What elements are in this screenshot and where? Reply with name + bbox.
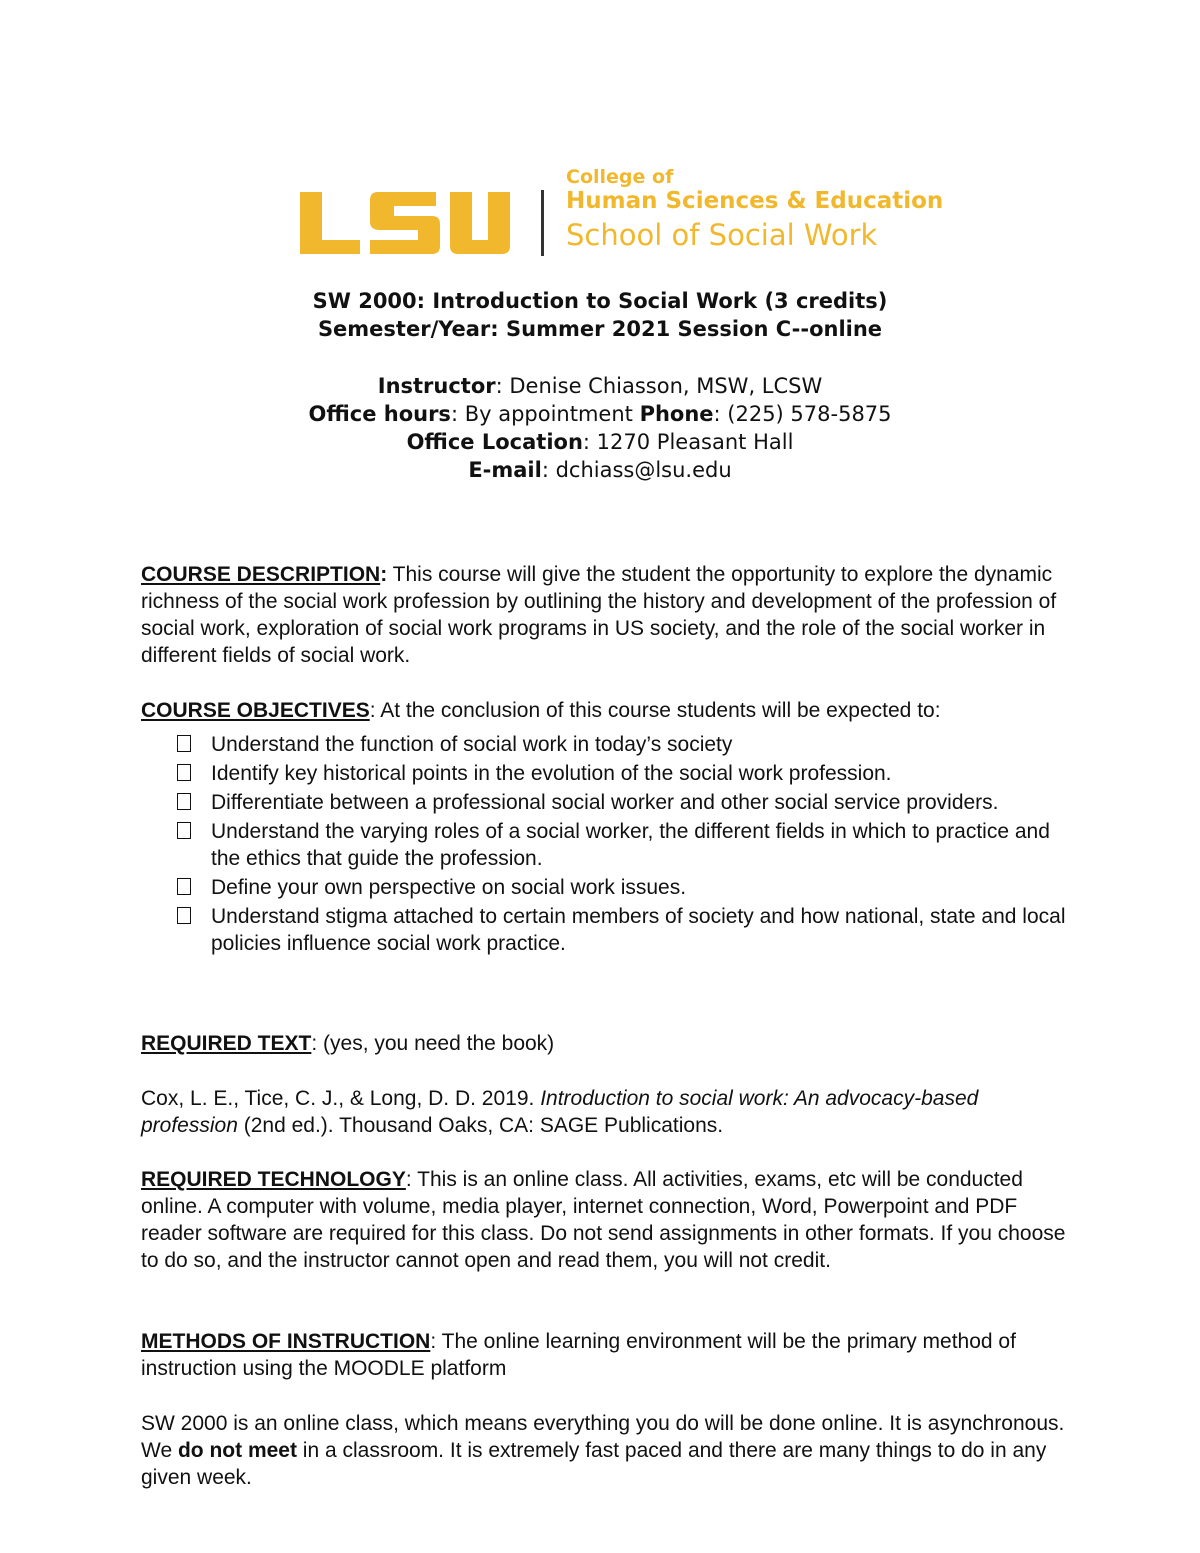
list-item: Understand the varying roles of a social worker, the different fields in which to practice and the ethics that guide the profession. xyxy=(141,818,1066,872)
email-label: E-mail xyxy=(468,458,542,482)
course-objectives-intro xyxy=(141,697,1066,724)
instructor-label: Instructor xyxy=(377,374,496,398)
list-item: Identify key historical points in the evolution of the social work profession. xyxy=(141,760,1066,787)
course-header xyxy=(0,287,1200,343)
bullet-box-icon xyxy=(177,764,191,781)
office-hours-line xyxy=(0,400,1200,428)
logo-divider xyxy=(541,190,544,256)
office-hours-label: Office hours xyxy=(308,402,451,426)
list-item: Understand the function of social work in today’s society xyxy=(141,731,1066,758)
bullet-box-icon xyxy=(177,735,191,752)
online-note-emphasis: do not meet xyxy=(177,1439,297,1462)
office-location-value: : 1270 Pleasant Hall xyxy=(582,430,794,454)
methods-heading: METHODS OF INSTRUCTION xyxy=(141,1330,431,1353)
citation-authors: Cox, L. E., Tice, C. J., & Long, D. D. 2019. xyxy=(141,1087,541,1110)
email-line xyxy=(0,456,1200,484)
textbook-citation xyxy=(141,1085,1066,1139)
office-location-line xyxy=(0,428,1200,456)
citation-publisher: (2nd ed.). Thousand Oaks, CA: SAGE Publications. xyxy=(237,1114,724,1137)
required-text xyxy=(141,1030,1066,1057)
required-text-heading: REQUIRED TEXT xyxy=(141,1032,312,1055)
citation-title: Introduction to social work: An advocacy-based profession xyxy=(141,1087,979,1137)
required-technology-text: : This is an online class. All activities, exams, etc will be conducted online. A computer with volume, media player, internet connection, Word, Powerpoint and PDF reader software are required for this class. Do not send assignments in other formats. If you choose to do so, and the instructor cannot open and read them, you will not credit. xyxy=(141,1168,1066,1272)
bullet-box-icon xyxy=(177,878,191,895)
list-item: Define your own perspective on social work issues. xyxy=(141,874,1066,901)
objectives-list xyxy=(141,731,1066,957)
instructor-line xyxy=(0,372,1200,400)
methods-of-instruction xyxy=(141,1328,1066,1382)
required-technology-heading: REQUIRED TECHNOLOGY xyxy=(141,1168,406,1191)
course-description-heading: COURSE DESCRIPTION xyxy=(141,563,381,586)
online-class-note: SW 2000 is an online class, which means everything you do will be done online. It is asynchronous. We do not meet in a classroom. It is extremely fast paced and there are many things to do in any given week. xyxy=(141,1412,1065,1489)
course-description xyxy=(141,561,1066,669)
contact-block xyxy=(0,372,1200,484)
phone-label: Phone xyxy=(639,402,714,426)
logo-college-line: College of xyxy=(566,166,674,188)
course-title: SW 2000: Introduction to Social Work (3 credits) xyxy=(312,289,888,313)
lsu-logo xyxy=(296,166,944,262)
bullet-box-icon xyxy=(177,793,191,810)
phone-value: : (225) 578-5875 xyxy=(713,402,892,426)
list-item: Understand stigma attached to certain members of society and how national, state and local policies influence social work practice. xyxy=(141,903,1066,957)
lsu-wordmark-icon xyxy=(296,190,514,256)
email-value: : dchiass@lsu.edu xyxy=(541,458,732,482)
required-text-note: : (yes, you need the book) xyxy=(311,1032,555,1055)
instructor-value: : Denise Chiasson, MSW, LCSW xyxy=(495,374,823,398)
logo-school-name: School of Social Work xyxy=(566,218,878,252)
course-objectives-intro-text: : At the conclusion of this course students will be expected to: xyxy=(369,699,941,722)
course-description-colon: : xyxy=(380,563,388,586)
course-semester: Semester/Year: Summer 2021 Session C--online xyxy=(317,317,883,341)
office-location-label: Office Location xyxy=(406,430,583,454)
methods-text: : The online learning environment will be the primary method of instruction using the MOODLE platform xyxy=(141,1330,1016,1380)
required-technology xyxy=(141,1166,1066,1274)
logo-college-name: Human Sciences & Education xyxy=(566,188,944,214)
course-description-text: This course will give the student the opportunity to explore the dynamic richness of the social work profession by outlining the history and development of the profession of social work, exploration of social work programs in US society, and the role of the social worker in different fields of social work. xyxy=(141,563,1057,667)
bullet-box-icon xyxy=(177,822,191,839)
course-objectives-heading: COURSE OBJECTIVES xyxy=(141,699,370,722)
list-item: Differentiate between a professional social worker and other social service providers. xyxy=(141,789,1066,816)
bullet-box-icon xyxy=(177,907,191,924)
office-hours-value: : By appointment xyxy=(450,402,640,426)
